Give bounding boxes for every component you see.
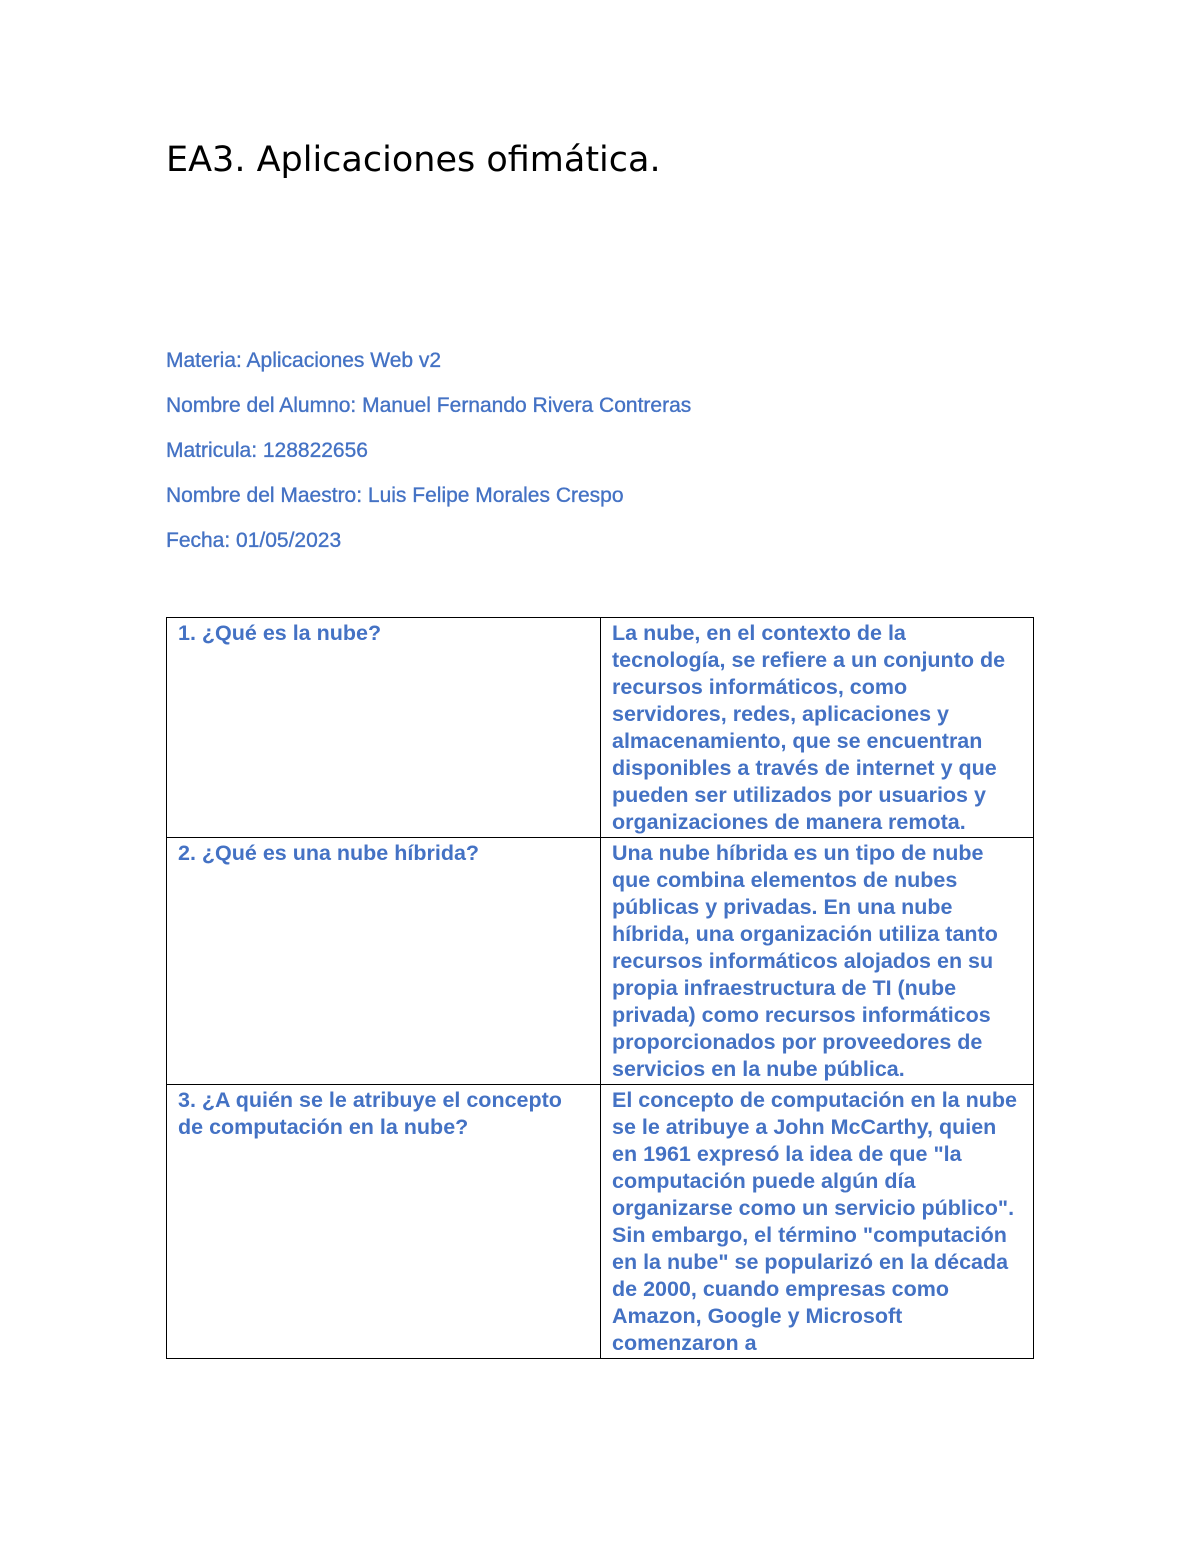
question-cell: 3. ¿A quién se le atribuye el concepto de computación en la nube?: [167, 1085, 601, 1359]
answer-cell: El concepto de computación en la nube se le atribuye a John McCarthy, quien en 1961 expresó la idea de que "la computación puede algún día organizarse como un servicio público". Sin embargo, el término "computación en la nube" se popularizó en la década de 2000, cuando empresas como Amazon, Google y Microsoft comenzaron a: [601, 1085, 1034, 1359]
subject-line: Materia: Aplicaciones Web v2: [166, 349, 442, 372]
teacher-name-line: Nombre del Maestro: Luis Felipe Morales Crespo: [166, 484, 624, 507]
table-row: [167, 1085, 1034, 1359]
enrollment-line: Matricula: 128822656: [166, 439, 368, 462]
student-info: [166, 345, 1066, 570]
table-row: [167, 838, 1034, 1085]
page-title: EA3. Aplicaciones ofimática.: [166, 140, 661, 180]
answer-cell: Una nube híbrida es un tipo de nube que combina elementos de nubes públicas y privadas. En una nube híbrida, una organización utiliza tanto recursos informáticos alojados en su propia infraestructura de TI (nube privada) como recursos informáticos proporcionados por proveedores de servicios en la nube pública.: [601, 838, 1034, 1085]
date-line: Fecha: 01/05/2023: [166, 529, 342, 552]
question-cell: 2. ¿Qué es una nube híbrida?: [167, 838, 601, 1085]
table-row: [167, 618, 1034, 838]
qa-table: [166, 617, 1034, 1359]
question-cell: 1. ¿Qué es la nube?: [167, 618, 601, 838]
student-name-line: Nombre del Alumno: Manuel Fernando Rivera Contreras: [166, 394, 692, 417]
answer-cell: La nube, en el contexto de la tecnología, se refiere a un conjunto de recursos informáticos, como servidores, redes, aplicaciones y almacenamiento, que se encuentran disponibles a través de internet y que pueden ser utilizados por usuarios y organizaciones de manera remota.: [601, 618, 1034, 838]
